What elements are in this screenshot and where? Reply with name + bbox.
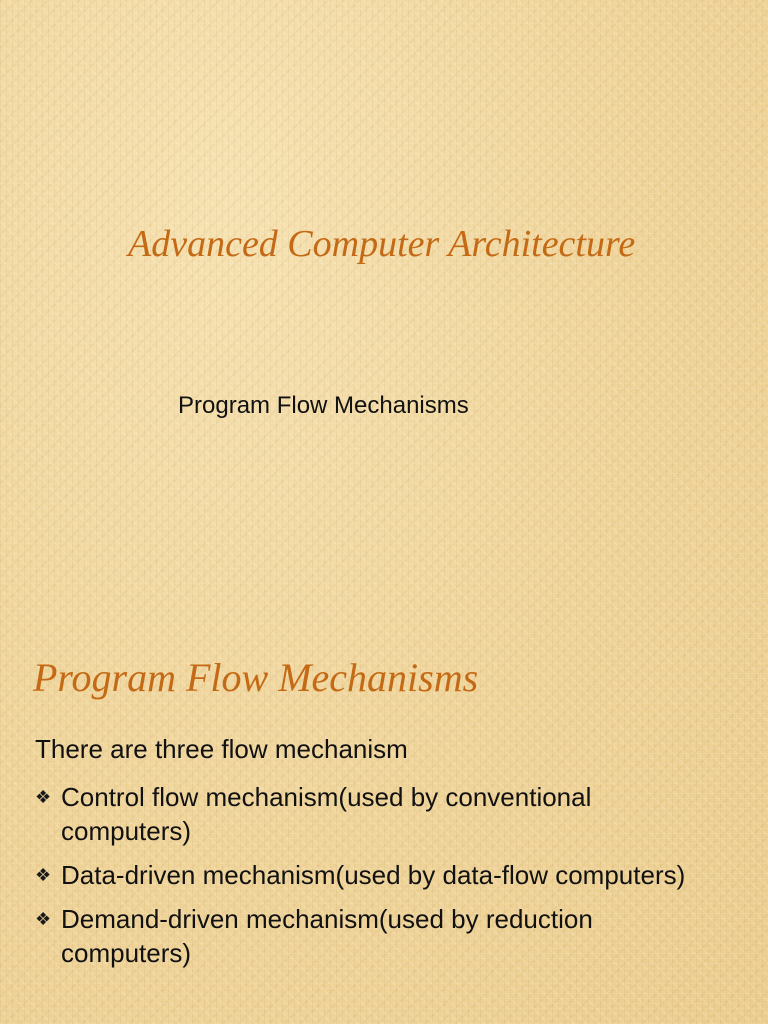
- slide-content: [0, 512, 768, 1024]
- list-item: [35, 858, 715, 892]
- deck-title: Advanced Computer Architecture: [128, 223, 636, 265]
- diamond-bullet-icon: ❖: [35, 865, 52, 885]
- bullet-text: Data-driven mechanism(used by data-flow computers): [61, 860, 686, 890]
- bullet-text: Demand-driven mechanism(used by reduction computers): [61, 904, 593, 968]
- bullet-list: [35, 780, 715, 980]
- diamond-bullet-icon: ❖: [35, 909, 52, 929]
- diamond-bullet-icon: ❖: [35, 787, 52, 807]
- list-item: [35, 780, 715, 848]
- list-item: [35, 902, 715, 970]
- intro-text: There are three flow mechanism: [35, 734, 408, 764]
- slide-heading: Program Flow Mechanisms: [33, 655, 479, 700]
- deck-subtitle: Program Flow Mechanisms: [178, 392, 469, 419]
- bullet-text: Control flow mechanism(used by conventional computers): [61, 782, 592, 846]
